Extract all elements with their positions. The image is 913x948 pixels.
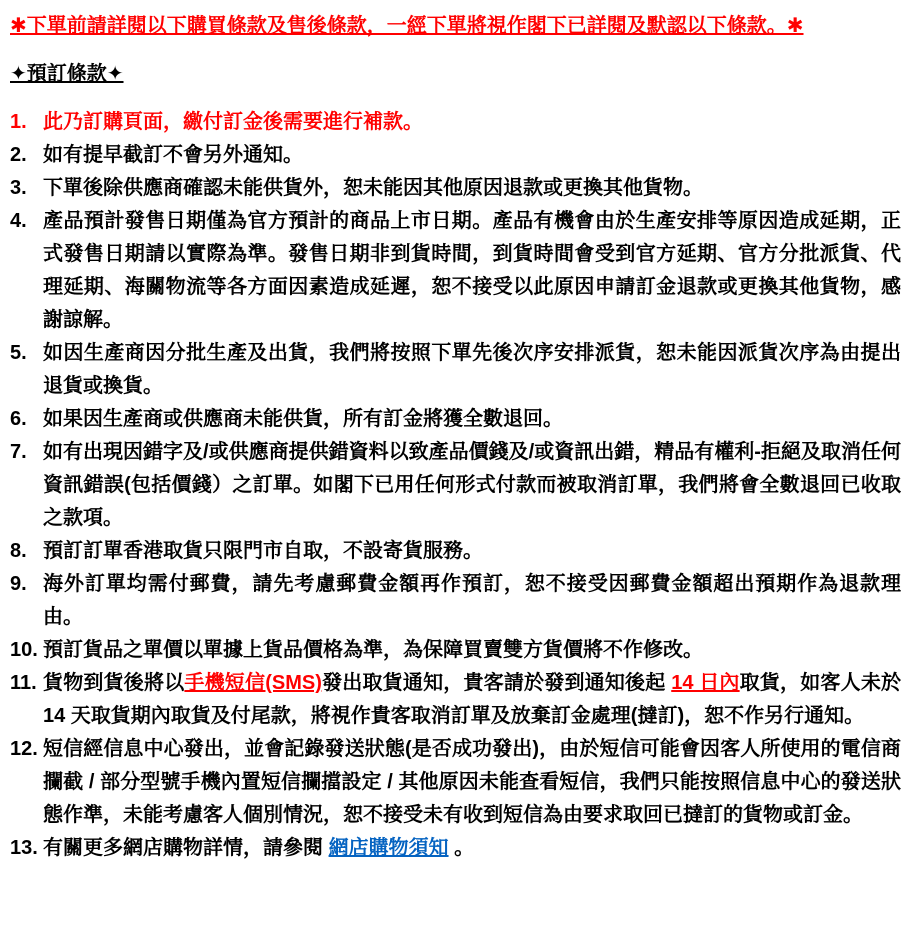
term-text-segment: 下單後除供應商確認未能供貨外，恕未能因其他原因退款或更換其他貨物。 [43,177,703,199]
term-text-segment: 取貨，如客人未於 14 天取貨期內取貨及付尾款，將視作貴客取消訂單及放棄訂金處理(撻訂)，恕不作另行通知。 [43,672,902,727]
term-text-segment: 。 [448,837,475,859]
section-header-preorder-terms: ✦預訂條款✦ [10,63,124,85]
term-text-segment: 此乃訂購頁面，繳付訂金後需要進行補款。 [43,111,423,133]
term-item [10,634,901,667]
term-number: 6. [10,408,27,430]
terms-list [10,106,901,865]
term-text [43,634,901,667]
term-text [43,205,901,337]
store-shopping-guide-link[interactable]: 網店購物須知 [328,837,449,859]
term-text-segment: 如有提早截訂不會另外通知。 [43,144,303,166]
term-text [43,403,901,436]
term-text-segment: 如有出現因錯字及/或供應商提供錯資料以致產品價錢及/或資訊出錯，精品有權利-拒絕及取消任何資訊錯誤(包括價錢）之訂單。如閣下已用任何形式付款而被取消訂單，我們將會全數退回已收取之款項。 [43,441,901,529]
term-number: 10. [10,639,38,661]
term-item [10,832,901,865]
term-text-segment: 手機短信(SMS) [184,672,322,694]
term-item [10,106,901,139]
term-text-segment: 14 日內 [671,672,740,694]
term-text-segment: 預訂訂單香港取貨只限門市自取，不設寄貨服務。 [43,540,483,562]
term-number: 9. [10,573,27,595]
term-text [43,436,901,535]
term-text [43,733,901,832]
term-number: 13. [10,837,38,859]
term-text [43,667,901,733]
term-text-segment: 貨物到貨後將以 [43,672,185,694]
term-item [10,403,901,436]
term-text [43,832,901,865]
term-text [43,106,901,139]
term-text-segment: 產品預計發售日期僅為官方預計的商品上市日期。產品有機會由於生產安排等原因造成延期，正式發售日期請以實際為準。發售日期非到貨時間，到貨時間會受到官方延期、官方分批派貨、代理延期、海關物流等各方面因素造成延遲，恕不接受以此原因申請訂金退款或更換其他貨物，感謝諒解。 [43,210,901,331]
term-text-segment: 海外訂單均需付郵費，請先考慮郵費金額再作預訂，恕不接受因郵費金額超出預期作為退款理由。 [43,573,901,628]
term-item [10,436,901,535]
term-text [43,337,901,403]
term-number: 5. [10,342,27,364]
term-number: 11. [10,672,37,694]
term-text [43,172,901,205]
term-text-segment: 短信經信息中心發出，並會記錄發送狀態(是否成功發出)，由於短信可能會因客人所使用的電信商攔截 / 部分型號手機內置短信攔擋設定 / 其他原因未能查看短信，我們只能按照信息中心的發送狀態作準，未能考慮客人個別情況，恕不接受未有收到短信為由要求取回已撻訂的貨物或訂金。 [43,738,901,826]
term-number: 12. [10,738,38,760]
term-item [10,535,901,568]
page-title: ✱下單前請詳閱以下購買條款及售後條款，一經下單將視作閣下已詳閱及默認以下條款。✱ [10,15,804,37]
term-text [43,139,901,172]
term-text-segment: 有關更多網店購物詳情，請參閱 [43,837,329,859]
term-number: 3. [10,177,27,199]
term-number: 7. [10,441,27,463]
term-text-segment: 如果因生產商或供應商未能供貨，所有訂金將獲全數退回。 [43,408,563,430]
term-item [10,205,901,337]
term-text-segment: 預訂貨品之單價以單據上貨品價格為準，為保障買賣雙方貨價將不作修改。 [43,639,703,661]
term-text-segment: 發出取貨通知，貴客請於發到通知後起 [321,672,672,694]
term-number: 4. [10,210,27,232]
term-text [43,535,901,568]
term-number: 1. [10,111,27,133]
term-text-segment: 如因生產商因分批生產及出貨，我們將按照下單先後次序安排派貨，恕未能因派貨次序為由提出退貨或換貨。 [43,342,901,397]
term-item [10,172,901,205]
term-number: 8. [10,540,27,562]
term-item [10,337,901,403]
term-item [10,667,901,733]
term-item [10,733,901,832]
term-number: 2. [10,144,27,166]
term-text [43,568,901,634]
term-item [10,139,901,172]
term-item [10,568,901,634]
